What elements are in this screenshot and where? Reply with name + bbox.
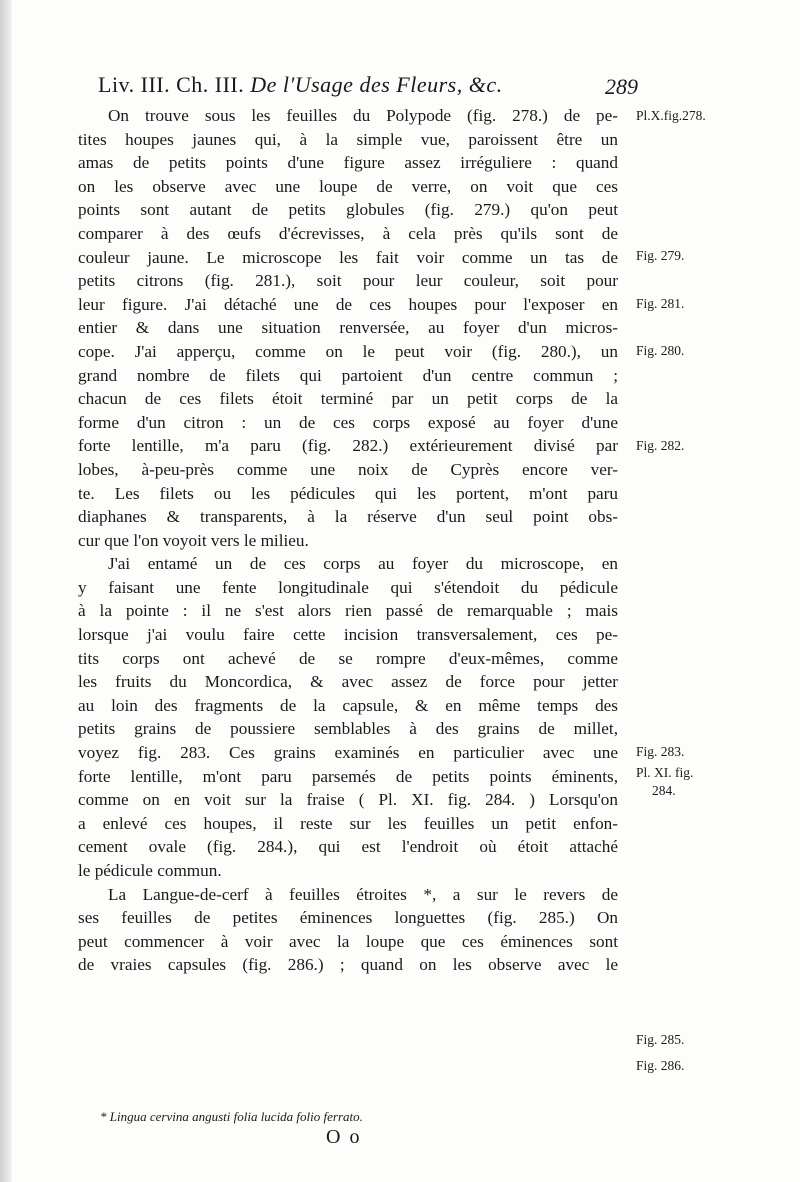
- text-line: tits corps ont achevé de se rompre d'eux-mêmes, comme: [78, 648, 618, 668]
- margin-note: Pl.X.fig.278.: [636, 108, 706, 123]
- text-line: peut commencer à voir avec la loupe que ces éminences sont: [78, 931, 618, 951]
- text-line: à la pointe : il ne s'est alors rien passé de remarquable ; mais: [78, 601, 618, 621]
- margin-note: Fig. 280.: [636, 343, 685, 358]
- text-line: leur figure. J'ai détaché une de ces houpes pour l'exposer en: [78, 294, 618, 314]
- text-line: voyez fig. 283. Ces grains examinés en particulier avec une: [78, 743, 618, 763]
- text-line: lorsque j'ai voulu faire cette incision transversalement, ces pe-: [78, 625, 618, 645]
- footnote: * Lingua cervina angusti folia lucida folio ferrato.: [100, 1109, 363, 1124]
- text-line: tites houpes jaunes qui, à la simple vue, paroissent être un: [78, 129, 618, 149]
- text-line: On trouve sous les feuilles du Polypode (fig. 278.) de pe-: [108, 106, 618, 125]
- margin-note: Fig. 285.: [636, 1032, 685, 1047]
- running-head: [98, 72, 658, 98]
- text-line: J'ai entamé un de ces corps au foyer du microscope, en: [108, 554, 618, 574]
- text-line: a enlevé ces houpes, il reste sur les feuilles un petit enfon-: [78, 813, 618, 833]
- text-line: forme d'un citron : un de ces corps exposé au foyer d'une: [78, 412, 618, 432]
- margin-note: Fig. 286.: [636, 1058, 685, 1073]
- text-line: petits citrons (fig. 281.), soit pour leur couleur, soit pour: [78, 271, 618, 291]
- page-gutter-shadow: [0, 0, 12, 1182]
- text-line: te. Les filets ou les pédicules qui les portent, m'ont paru: [78, 483, 618, 503]
- text-line: au loin des fragments de la capsule, & en même temps des: [78, 695, 618, 715]
- margin-note: Fig. 279.: [636, 248, 685, 263]
- text-line: forte lentille, m'ont paru parsemés de petits points éminents,: [78, 766, 618, 786]
- text-line: diaphanes & transparents, à la réserve d'un seul point obs-: [78, 507, 618, 527]
- text-line: petits grains de poussiere semblables à des grains de millet,: [78, 719, 618, 739]
- text-line: comme on en voit sur la fraise ( Pl. XI. fig. 284. ) Lorsqu'on: [78, 790, 618, 810]
- text-line: le pédicule commun.: [78, 861, 222, 880]
- page-number: 289: [605, 74, 638, 99]
- text-line: comparer à des œufs d'écrevisses, à cela près qu'ils sont de: [78, 223, 618, 243]
- body-text: [78, 104, 618, 977]
- text-line: points sont autant de petits globules (fig. 279.) qu'on peut: [78, 200, 618, 220]
- margin-note: Fig. 281.: [636, 296, 685, 311]
- margin-note: 284.: [652, 783, 676, 798]
- margin-note: Fig. 282.: [636, 438, 685, 453]
- margin-note: Pl. XI. fig.: [636, 765, 694, 780]
- text-line: les fruits du Moncordica, & avec assez de force pour jetter: [78, 672, 618, 692]
- text-line: de vraies capsules (fig. 286.) ; quand on les observe avec le: [78, 955, 618, 975]
- text-line: cement ovale (fig. 284.), qui est l'endroit où étoit attaché: [78, 837, 618, 857]
- text-line: couleur jaune. Le microscope les fait voir comme un tas de: [78, 247, 618, 267]
- text-line: cope. J'ai apperçu, comme on le peut voir (fig. 280.), un: [78, 341, 618, 361]
- text-line: forte lentille, m'a paru (fig. 282.) extérieurement divisé par: [78, 436, 618, 456]
- text-line: chacun de ces filets étoit terminé par un petit corps de la: [78, 389, 618, 409]
- text-line: y faisant une fente longitudinale qui s'étendoit du pédicule: [78, 577, 618, 597]
- text-line: grand nombre de filets qui partoient d'un centre commun ;: [78, 365, 618, 385]
- chapter-label: Liv. III. Ch. III.: [98, 72, 245, 97]
- text-line: ses feuilles de petites éminences longuettes (fig. 285.) On: [78, 908, 618, 928]
- text-line: amas de petits points d'une figure assez irréguliere : quand: [78, 153, 618, 173]
- text-line: cur que l'on voyoit vers le milieu.: [78, 530, 309, 550]
- chapter-title: De l'Usage des Fleurs, &c.: [250, 72, 503, 97]
- text-line: on les observe avec une loupe de verre, on voit que ces: [78, 176, 618, 196]
- signature-mark: O o: [326, 1126, 362, 1148]
- margin-note: Fig. 283.: [636, 744, 685, 759]
- text-line: lobes, à-peu-près comme une noix de Cyprès encore ver-: [78, 459, 618, 479]
- text-line: entier & dans une situation renversée, au foyer d'un micros-: [78, 318, 618, 338]
- text-line: La Langue-de-cerf à feuilles étroites *, a sur le revers de: [108, 884, 618, 904]
